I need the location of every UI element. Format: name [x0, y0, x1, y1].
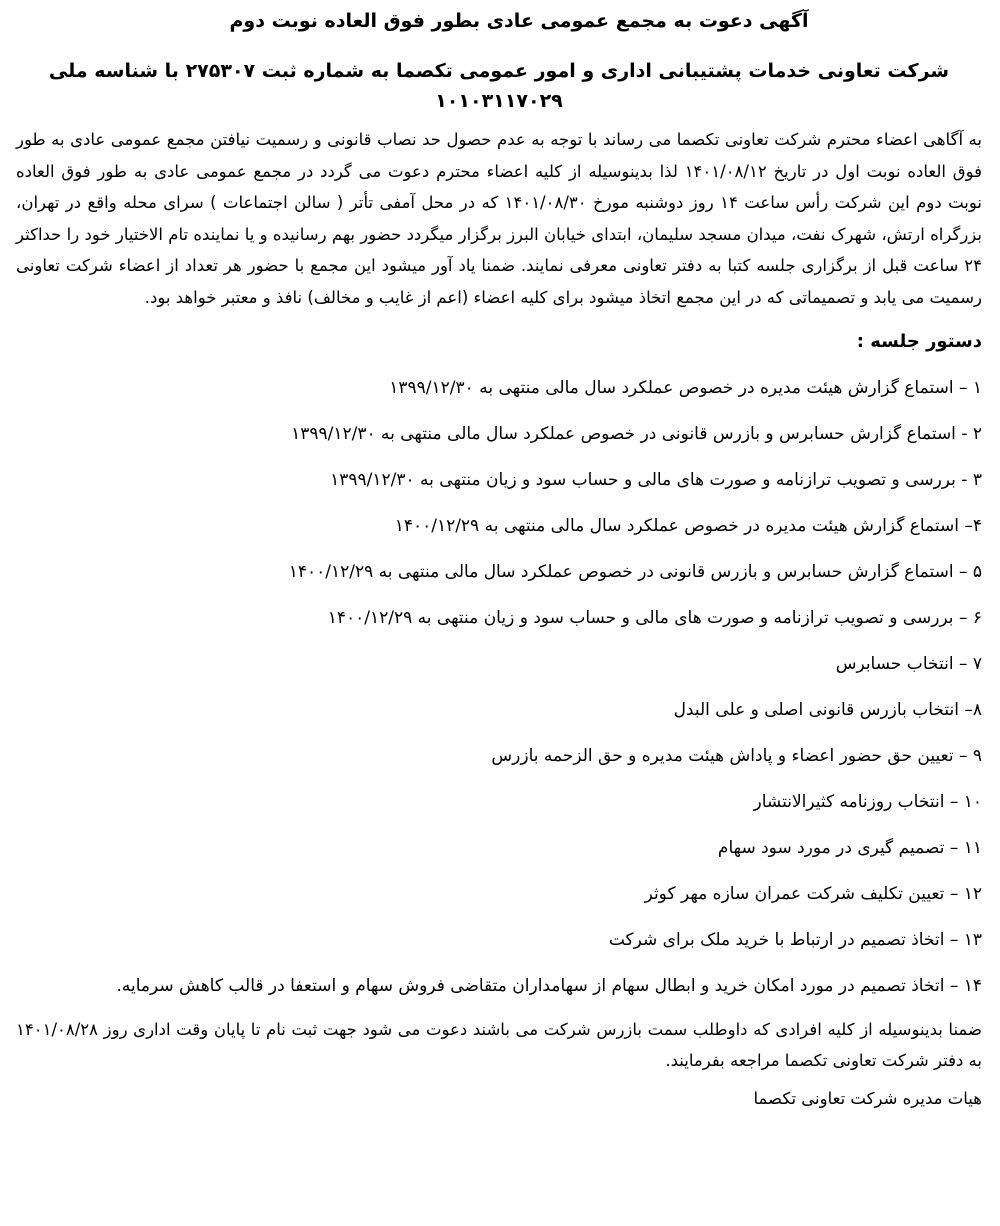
inspector-candidates-note: ضمنا بدینوسیله از کلیه افرادی که داوطلب سمت بازرس شرکت می باشند دعوت می شود جهت ثبت نام تا پایان وقت اداری روز ۱۴۰۱/۰۸/۲۸ به دفتر شرکت تعاونی تکصما مراجعه بفرمایند.	[16, 1020, 982, 1070]
agenda-item-1: ۱ – استماع گزارش هیئت مدیره در خصوص عملکرد سال مالی منتهی به ۱۳۹۹/۱۲/۳۰	[389, 378, 982, 398]
agenda-heading: دستور جلسه :	[856, 331, 982, 352]
agenda-item-12: ۱۲ – تعیین تکلیف شرکت عمران سازه مهر کوثر	[644, 884, 982, 904]
company-subtitle: شرکت تعاونی خدمات پشتیبانی اداری و امور عمومی تکصما به شماره ثبت ۲۷۵۳۰۷ با شناسه ملی ۱۰۱۰۳۱۱۷۰۲۹	[48, 60, 950, 112]
agenda-item-4: ۴– استماع گزارش هیئت مدیره در خصوص عملکرد سال مالی منتهی به ۱۴۰۰/۱۲/۲۹	[394, 516, 982, 536]
agenda-item-8: ۸– انتخاب بازرس قانونی اصلی و علی البدل	[673, 700, 982, 720]
agenda-item-3: ۳ - بررسی و تصویب ترازنامه و صورت های مالی و حساب سود و زیان منتهی به ۱۳۹۹/۱۲/۳۰	[330, 470, 982, 490]
agenda-item-11: ۱۱ – تصمیم گیری در مورد سود سهام	[717, 838, 982, 858]
agenda-list	[16, 365, 982, 1002]
intro-paragraph: به آگاهی اعضاء محترم شرکت تعاونی تکصما می رساند با توجه به عدم حصول حد نصاب قانونی و رسمیت نیافتن مجمع عمومی عادی به طور فوق العاده نوبت اول در تاریخ ۱۴۰۱/۰۸/۱۲ لذا بدینوسیله از کلیه اعضاء محترم دعوت می گردد در مجمع عمومی عادی به طور فوق العاده نوبت دوم این شرکت رأس ساعت ۱۴ روز دوشنبه مورخ ۱۴۰۱/۰۸/۳۰ که در محل آمفی تأتر ( سالن اجتماعات ) سرای محله واقع در تهران، بزرگراه ارتش، شهرک نفت، میدان مسجد سلیمان، ابتدای خیابان البرز برگزار میگردد حضور بهم رسانیده و یا نماینده تام الاختیار خود را حداکثر ۲۴ ساعت قبل از برگزاری جلسه کتبا به دفتر تعاونی معرفی نمایند. ضمنا یاد آور میشود این مجمع با حضور هر تعداد از اعضاء شرکت تعاونی رسمیت می یابد و تصمیماتی که در این مجمع اتخاذ میشود برای کلیه اعضاء (اعم از غایب و مخالف) نافذ و معتبر خواهد بود.	[16, 130, 982, 307]
agenda-item-9: ۹ – تعیین حق حضور اعضاء و پاداش هیئت مدیره و حق الزحمه بازرس	[491, 746, 982, 766]
agenda-item-13: ۱۳ – اتخاذ تصمیم در ارتباط با خرید ملک برای شرکت	[608, 930, 982, 950]
agenda-item-5: ۵ – استماع گزارش حسابرس و بازرس قانونی در خصوص عملکرد سال مالی منتهی به ۱۴۰۰/۱۲/۲۹	[288, 562, 982, 582]
board-signature: هیات مدیره شرکت تعاونی تکصما	[753, 1089, 982, 1108]
agenda-item-7: ۷ – انتخاب حسابرس	[835, 654, 982, 674]
agenda-item-6: ۶ – بررسی و تصویب ترازنامه و صورت های مالی و حساب سود و زیان منتهی به ۱۴۰۰/۱۲/۲۹	[327, 608, 982, 628]
notice-title: آگهی دعوت به مجمع عمومی عادی بطور فوق العاده نوبت دوم	[229, 10, 809, 32]
agenda-item-14: ۱۴ – اتخاذ تصمیم در مورد امکان خرید و ابطال سهام از سهامداران متقاضی فروش سهام و استعفا در قالب کاهش سرمایه.	[116, 976, 982, 996]
agenda-item-10: ۱۰ – انتخاب روزنامه کثیرالانتشار	[753, 792, 982, 812]
agenda-item-2: ۲ - استماع گزارش حسابرس و بازرس قانونی در خصوص عملکرد سال مالی منتهی به ۱۳۹۹/۱۲/۳۰	[291, 424, 982, 444]
